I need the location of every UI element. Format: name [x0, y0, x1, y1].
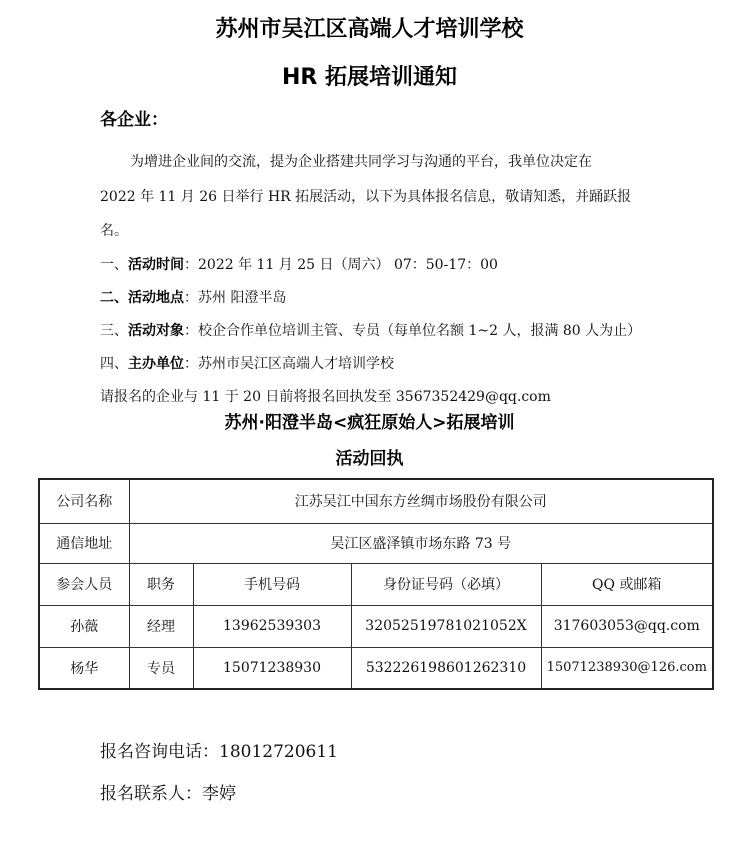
item-value: 2022 年 11 月 25 日（周六） 07：50-17：00	[198, 257, 498, 273]
salutation: 各企业：	[100, 110, 168, 130]
header-attendee: 参会人员	[39, 563, 129, 605]
item-value: 校企合作单位培训主管、专员（每单位名额 1~2 人，报满 80 人为止）	[198, 323, 642, 339]
intro-line-2: 2022 年 11 月 26 日举行 HR 拓展活动，以下为具体报名信息，敬请知悉，并踊跃报	[100, 189, 632, 205]
attendee-position: 专员	[129, 647, 193, 689]
item-value: 苏州市吴江区高端人才培训学校	[198, 356, 394, 372]
attendee-id-number: 32052519781021052X	[351, 605, 541, 647]
item-prefix: 一、	[100, 257, 128, 273]
attendee-position: 经理	[129, 605, 193, 647]
item-separator: ：	[184, 323, 198, 339]
address-value: 吴江区盛泽镇市场东路 73 号	[129, 523, 713, 563]
intro-line-1: 为增进企业间的交流，提为企业搭建共同学习与沟通的平台，我单位决定在	[130, 154, 592, 170]
table-row	[39, 647, 713, 689]
header-row	[39, 563, 713, 605]
item-separator: ：	[184, 257, 198, 273]
company-value: 江苏吴江中国东方丝绸市场股份有限公司	[129, 479, 713, 523]
header-id-number: 身份证号码（必填）	[351, 563, 541, 605]
attendee-id-number: 532226198601262310	[351, 647, 541, 689]
item-prefix: 四、	[100, 356, 128, 372]
document-subtitle: HR 拓展培训通知	[281, 65, 457, 90]
header-qq-email: QQ 或邮箱	[541, 563, 713, 605]
table-row	[39, 605, 713, 647]
item-prefix: 三、	[100, 323, 128, 339]
signup-phone: 报名咨询电话：18012720611	[100, 742, 338, 762]
receipt-form-table	[38, 478, 714, 690]
attendee-name: 孙薇	[39, 605, 129, 647]
attendee-email: 317603053@qq.com	[541, 605, 713, 647]
attendee-name: 杨华	[39, 647, 129, 689]
item-label: 主办单位	[128, 356, 184, 372]
company-label: 公司名称	[39, 479, 129, 523]
item-label: 活动时间	[128, 257, 184, 273]
item-label: 活动对象	[128, 323, 184, 339]
item-prefix: 二、	[100, 290, 128, 306]
address-label: 通信地址	[39, 523, 129, 563]
company-row	[39, 479, 713, 523]
item-activity-time	[100, 254, 498, 274]
intro-line-3: 名。	[100, 223, 128, 239]
attendee-phone: 13962539303	[193, 605, 351, 647]
item-separator: ：	[184, 290, 198, 306]
receipt-subtitle: 活动回执	[335, 449, 404, 469]
signup-note: 请报名的企业与 11 于 20 日前将报名回执发至 3567352429@qq.com	[100, 389, 551, 405]
header-phone: 手机号码	[193, 563, 351, 605]
item-activity-target	[100, 320, 641, 340]
item-separator: ：	[184, 356, 198, 372]
signup-contact: 报名联系人：李婷	[100, 784, 236, 804]
receipt-title: 苏州·阳澄半岛<疯狂原始人>拓展培训	[224, 413, 515, 433]
attendee-email: 15071238930@126.com	[541, 647, 713, 689]
item-label: 活动地点	[128, 290, 184, 306]
item-host-unit	[100, 353, 394, 373]
attendee-phone: 15071238930	[193, 647, 351, 689]
document-title: 苏州市吴江区高端人才培训学校	[215, 17, 524, 42]
item-value: 苏州 阳澄半岛	[198, 290, 287, 306]
address-row	[39, 523, 713, 563]
item-activity-place	[100, 287, 286, 307]
header-position: 职务	[129, 563, 193, 605]
